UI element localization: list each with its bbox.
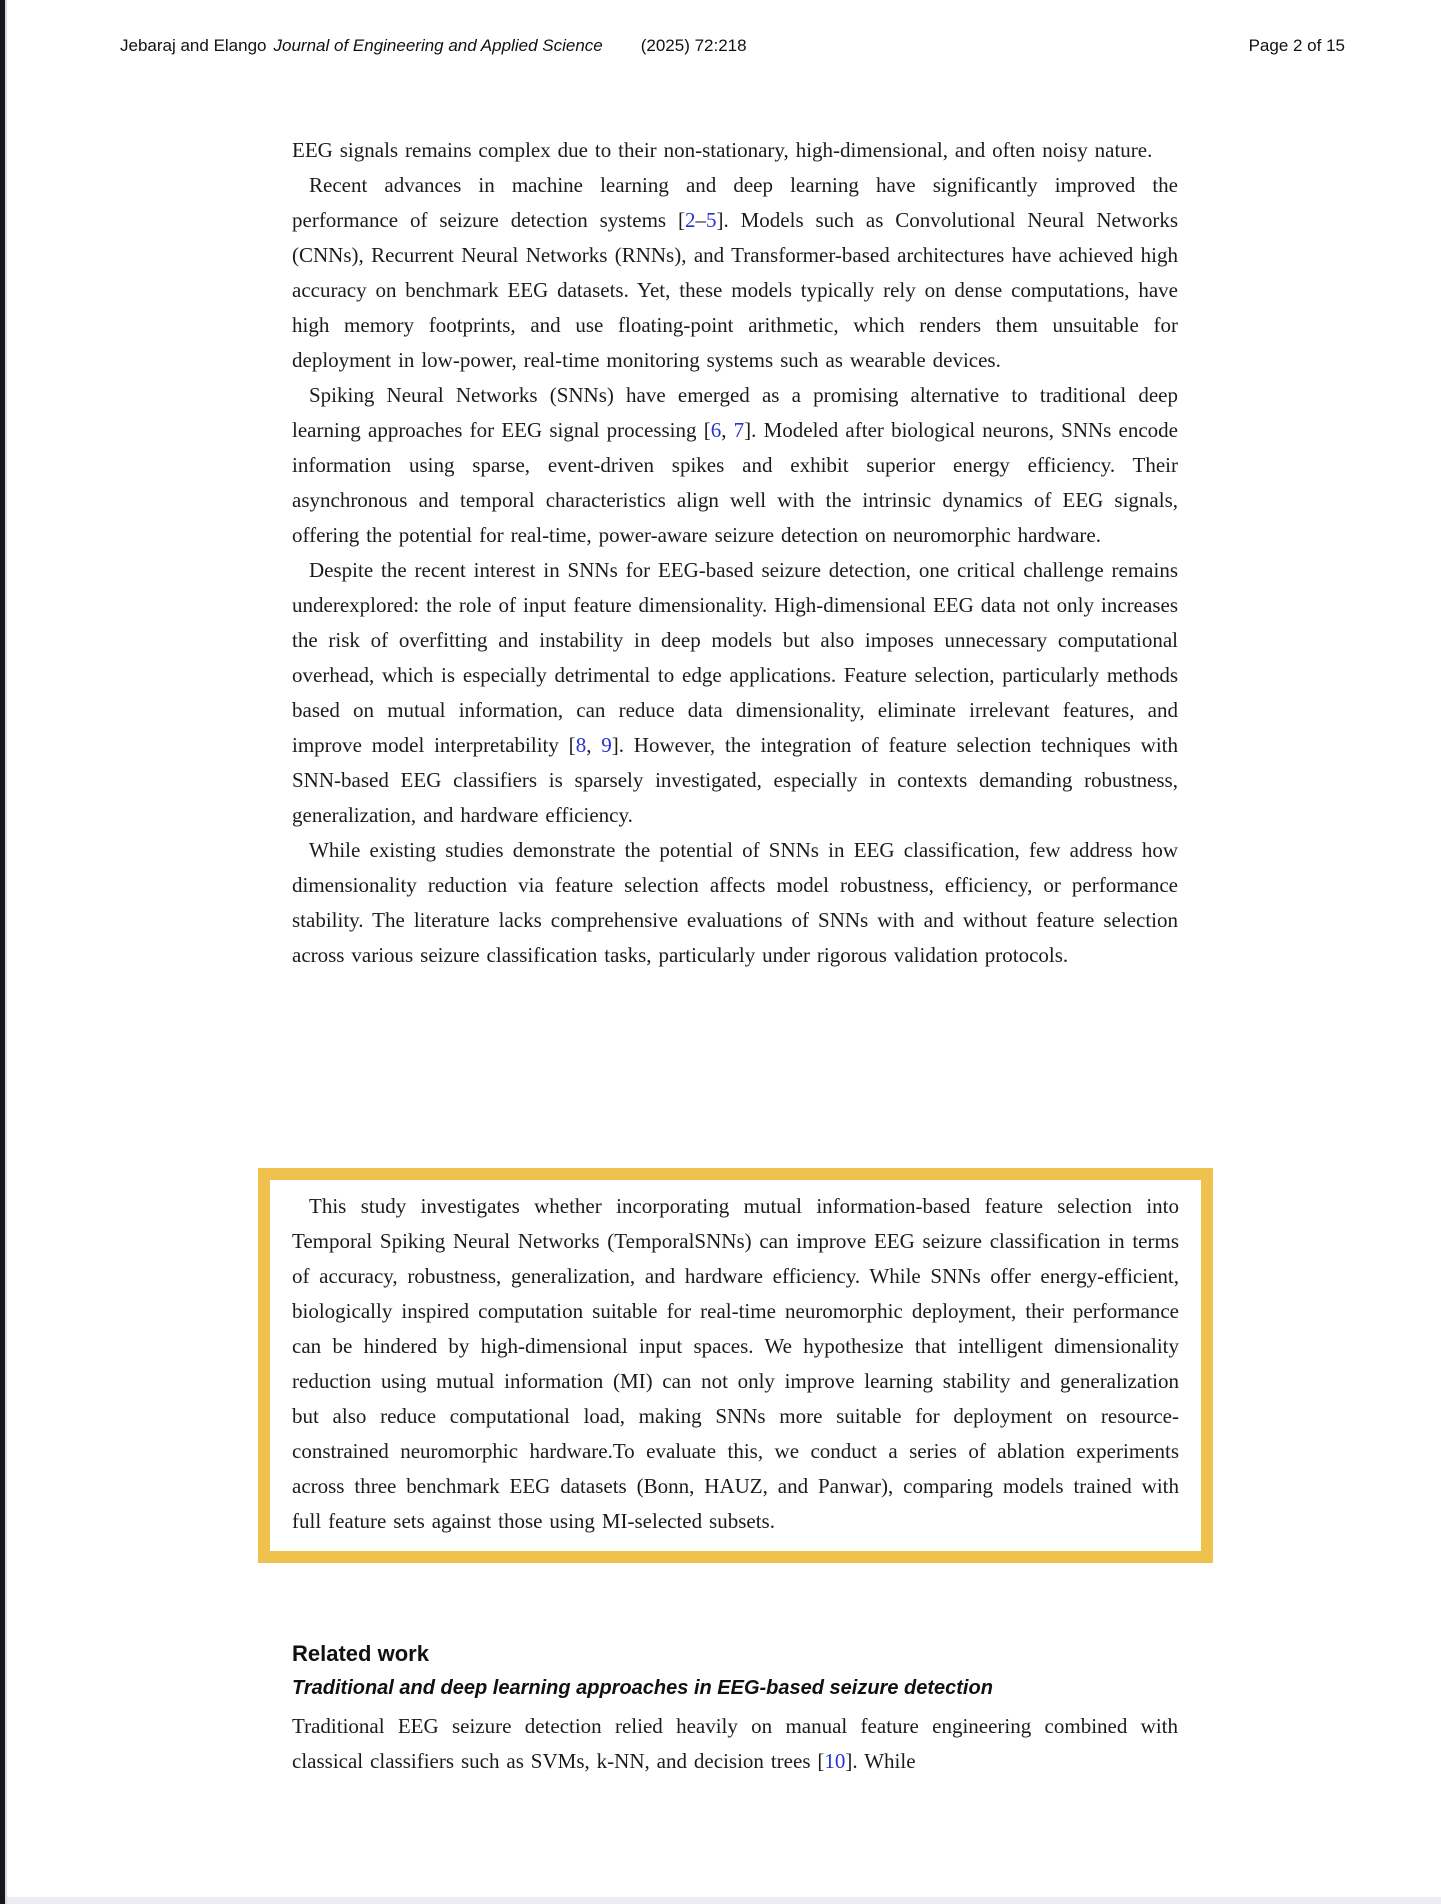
citation-link[interactable]: 6 — [710, 418, 722, 442]
citation-link[interactable]: 8 — [575, 733, 587, 757]
paragraph: EEG signals remains complex due to their non-stationary, high-dimensional, and often noisy nature. — [292, 138, 1153, 162]
highlight-box — [258, 1168, 1213, 1563]
paragraph: Traditional EEG seizure detection relied heavily on manual feature engineering combined with classical classifiers such as SVMs, k-NN, and decision trees [10]. While — [292, 1714, 1178, 1773]
paragraph: This study investigates whether incorporating mutual information-based feature selection into Temporal Spiking Neural Networks (TemporalSNNs) can improve EEG seizure classification in terms of accuracy, robustness, generalization, and hardware efficiency. While SNNs offer energy-efficient, biologically inspired computation suitable for real-time neuromorphic deployment, their performance can be hindered by high-dimensional input spaces. We hypothesize that intelligent dimensionality reduction using mutual information (MI) can not only improve learning stability and generalization but also reduce computational load, making SNNs more suitable for deployment on resource-constrained neuromorphic hardware.To evaluate this, we conduct a series of ablation experiments across three benchmark EEG datasets (Bonn, HAUZ, and Panwar), comparing models trained with full feature sets against those using MI-selected subsets. — [292, 1194, 1179, 1533]
bottom-edge-strip — [7, 1897, 1441, 1904]
citation-link[interactable]: 9 — [601, 733, 612, 757]
article-body — [292, 133, 1178, 973]
citation-link[interactable]: 2 — [684, 208, 696, 232]
header-issue: (2025) 72:218 — [640, 36, 747, 55]
paragraph: Spiking Neural Networks (SNNs) have emerged as a promising alternative to traditional deep learning approaches for EEG signal processing [6, 7]. Modeled after biological neurons, SNNs encode information using sparse, event-driven spikes and exhibit superior energy efficiency. Their asynchronous and temporal characteristics align well with the intrinsic dynamics of EEG signals, offering the potential for real-time, power-aware seizure detection on neuromorphic hardware. — [292, 383, 1179, 547]
left-edge-strip-light — [5, 0, 7, 1904]
related-work-body — [292, 1709, 1178, 1779]
running-header — [120, 36, 1345, 56]
header-journal-title: Journal of Engineering and Applied Science — [273, 36, 603, 55]
section-heading: Related work — [292, 1641, 429, 1666]
page-number: Page 2 of 15 — [1248, 36, 1345, 55]
related-work-section — [292, 1641, 1178, 1779]
citation-link[interactable]: 10 — [824, 1749, 846, 1773]
header-authors: Jebaraj and Elango — [120, 36, 267, 55]
subsection-heading: Traditional and deep learning approaches in EEG-based seizure detection — [292, 1677, 993, 1699]
citation-link[interactable]: 7 — [733, 418, 745, 442]
paragraph: Recent advances in machine learning and deep learning have significantly improved the performance of seizure detection systems [2–5]. Models such as Convolutional Neural Networks (CNNs), Recurrent Neural Networks (RNNs), and Transformer-based architectures have achieved high accuracy on benchmark EEG datasets. Yet, these models typically rely on dense computations, have high memory footprints, and use floating-point arithmetic, which renders them unsuitable for deployment in low-power, real-time monitoring systems such as wearable devices. — [292, 173, 1179, 372]
paragraph: Despite the recent interest in SNNs for EEG-based seizure detection, one critical challenge remains underexplored: the role of input feature dimensionality. High-dimensional EEG data not only increases the risk of overfitting and instability in deep models but also imposes unnecessary computational overhead, which is especially detrimental to edge applications. Feature selection, particularly methods based on mutual information, can reduce data dimensionality, eliminate irrelevant features, and improve model interpretability [8, 9]. However, the integration of feature selection techniques with SNN-based EEG classifiers is sparsely investigated, especially in contexts demanding robustness, generalization, and hardware efficiency. — [292, 558, 1178, 827]
header-citation — [120, 36, 747, 56]
citation-link[interactable]: 5 — [705, 208, 717, 232]
paragraph: While existing studies demonstrate the potential of SNNs in EEG classification, few address how dimensionality reduction via feature selection affects model robustness, efficiency, or performance stability. The literature lacks comprehensive evaluations of SNNs with and without feature selection across various seizure classification tasks, particularly under rigorous validation protocols. — [292, 838, 1178, 967]
